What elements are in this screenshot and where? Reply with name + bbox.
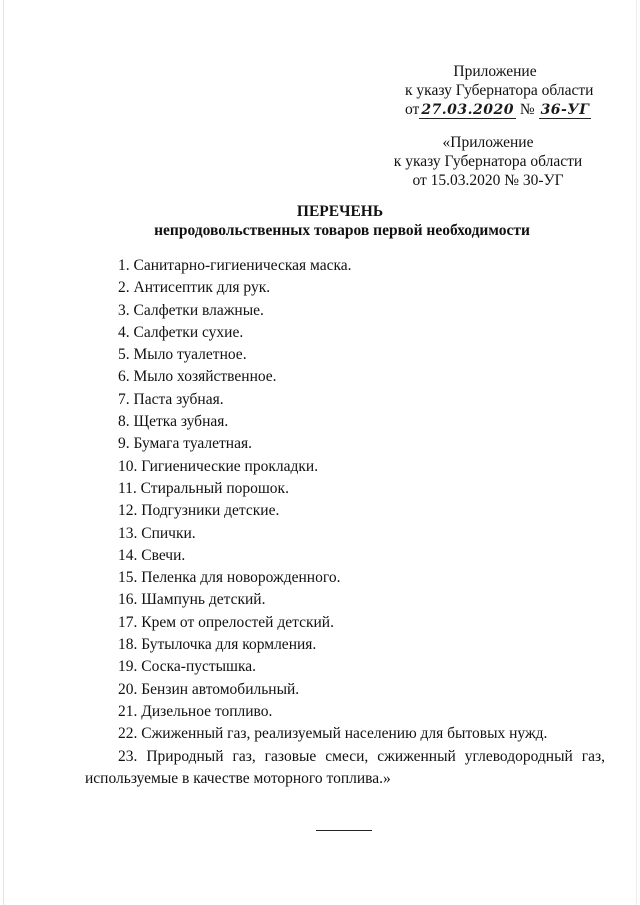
- list-item: 22. Сжиженный газ, реализуемый населению для бытовых нужд.: [118, 725, 548, 743]
- goods-list: [85, 255, 615, 790]
- list-item: 12. Подгузники детские.: [118, 502, 280, 520]
- list-item: 7. Паста зубная.: [118, 390, 224, 408]
- list-item: 4. Салфетки сухие.: [118, 323, 244, 341]
- handwritten-number: 36-УГ: [540, 102, 590, 118]
- handwritten-date: 27.03.2020: [421, 102, 515, 118]
- list-item: 17. Крем от опрелостей детский.: [118, 613, 334, 631]
- list-item: 10. Гигиенические прокладки.: [118, 457, 319, 475]
- list-item: 9. Бумага туалетная.: [118, 435, 252, 453]
- number-prefix: №: [519, 101, 535, 118]
- quoted-title: «Приложение: [442, 134, 534, 151]
- appendix-header: [405, 62, 594, 119]
- appendix-decree: к указу Губернатора области: [405, 82, 594, 99]
- document-subtitle: непродовольственных товаров первой необходимости: [154, 222, 530, 239]
- quoted-decree: к указу Губернатора области: [393, 153, 583, 170]
- appendix-title: Приложение: [453, 63, 537, 80]
- list-item: 15. Пеленка для новорожденного.: [118, 569, 341, 587]
- list-item: 1. Санитарно-гигиеническая маска.: [118, 257, 352, 274]
- list-item: 13. Спички.: [118, 524, 196, 542]
- scan-edge-right: [636, 0, 637, 905]
- list-item: 16. Шампунь детский.: [118, 591, 266, 609]
- date-prefix: от: [405, 101, 420, 118]
- quoted-date-line: от 15.03.2020 № 30-УГ: [412, 172, 564, 189]
- appendix-date-line: [405, 100, 590, 119]
- list-item: 21. Дизельное топливо.: [118, 702, 273, 720]
- list-item: 6. Мыло хозяйственное.: [118, 368, 277, 386]
- quoted-appendix-header: [393, 133, 583, 190]
- document-title: ПЕРЕЧЕНЬ: [296, 203, 384, 220]
- scan-edge-left: [3, 0, 4, 905]
- list-item: 5. Мыло туалетное.: [118, 346, 247, 364]
- closing-divider: [316, 830, 372, 831]
- list-item: 8. Щетка зубная.: [118, 413, 229, 431]
- list-item: 18. Бутылочка для кормления.: [118, 636, 317, 654]
- list-item: 2. Антисептик для рук.: [118, 279, 271, 297]
- list-item: 11. Стиральный порошок.: [118, 479, 289, 497]
- list-item: 3. Салфетки влажные.: [118, 301, 264, 319]
- list-item: 14. Свечи.: [118, 546, 186, 564]
- list-item: 23. Природный газ, газовые смеси, сжиженный углеводородный газ, используемые в качестве моторного топлива.»: [85, 747, 605, 787]
- list-item: 20. Бензин автомобильный.: [118, 680, 300, 698]
- list-item: 19. Соска-пустышка.: [118, 658, 257, 676]
